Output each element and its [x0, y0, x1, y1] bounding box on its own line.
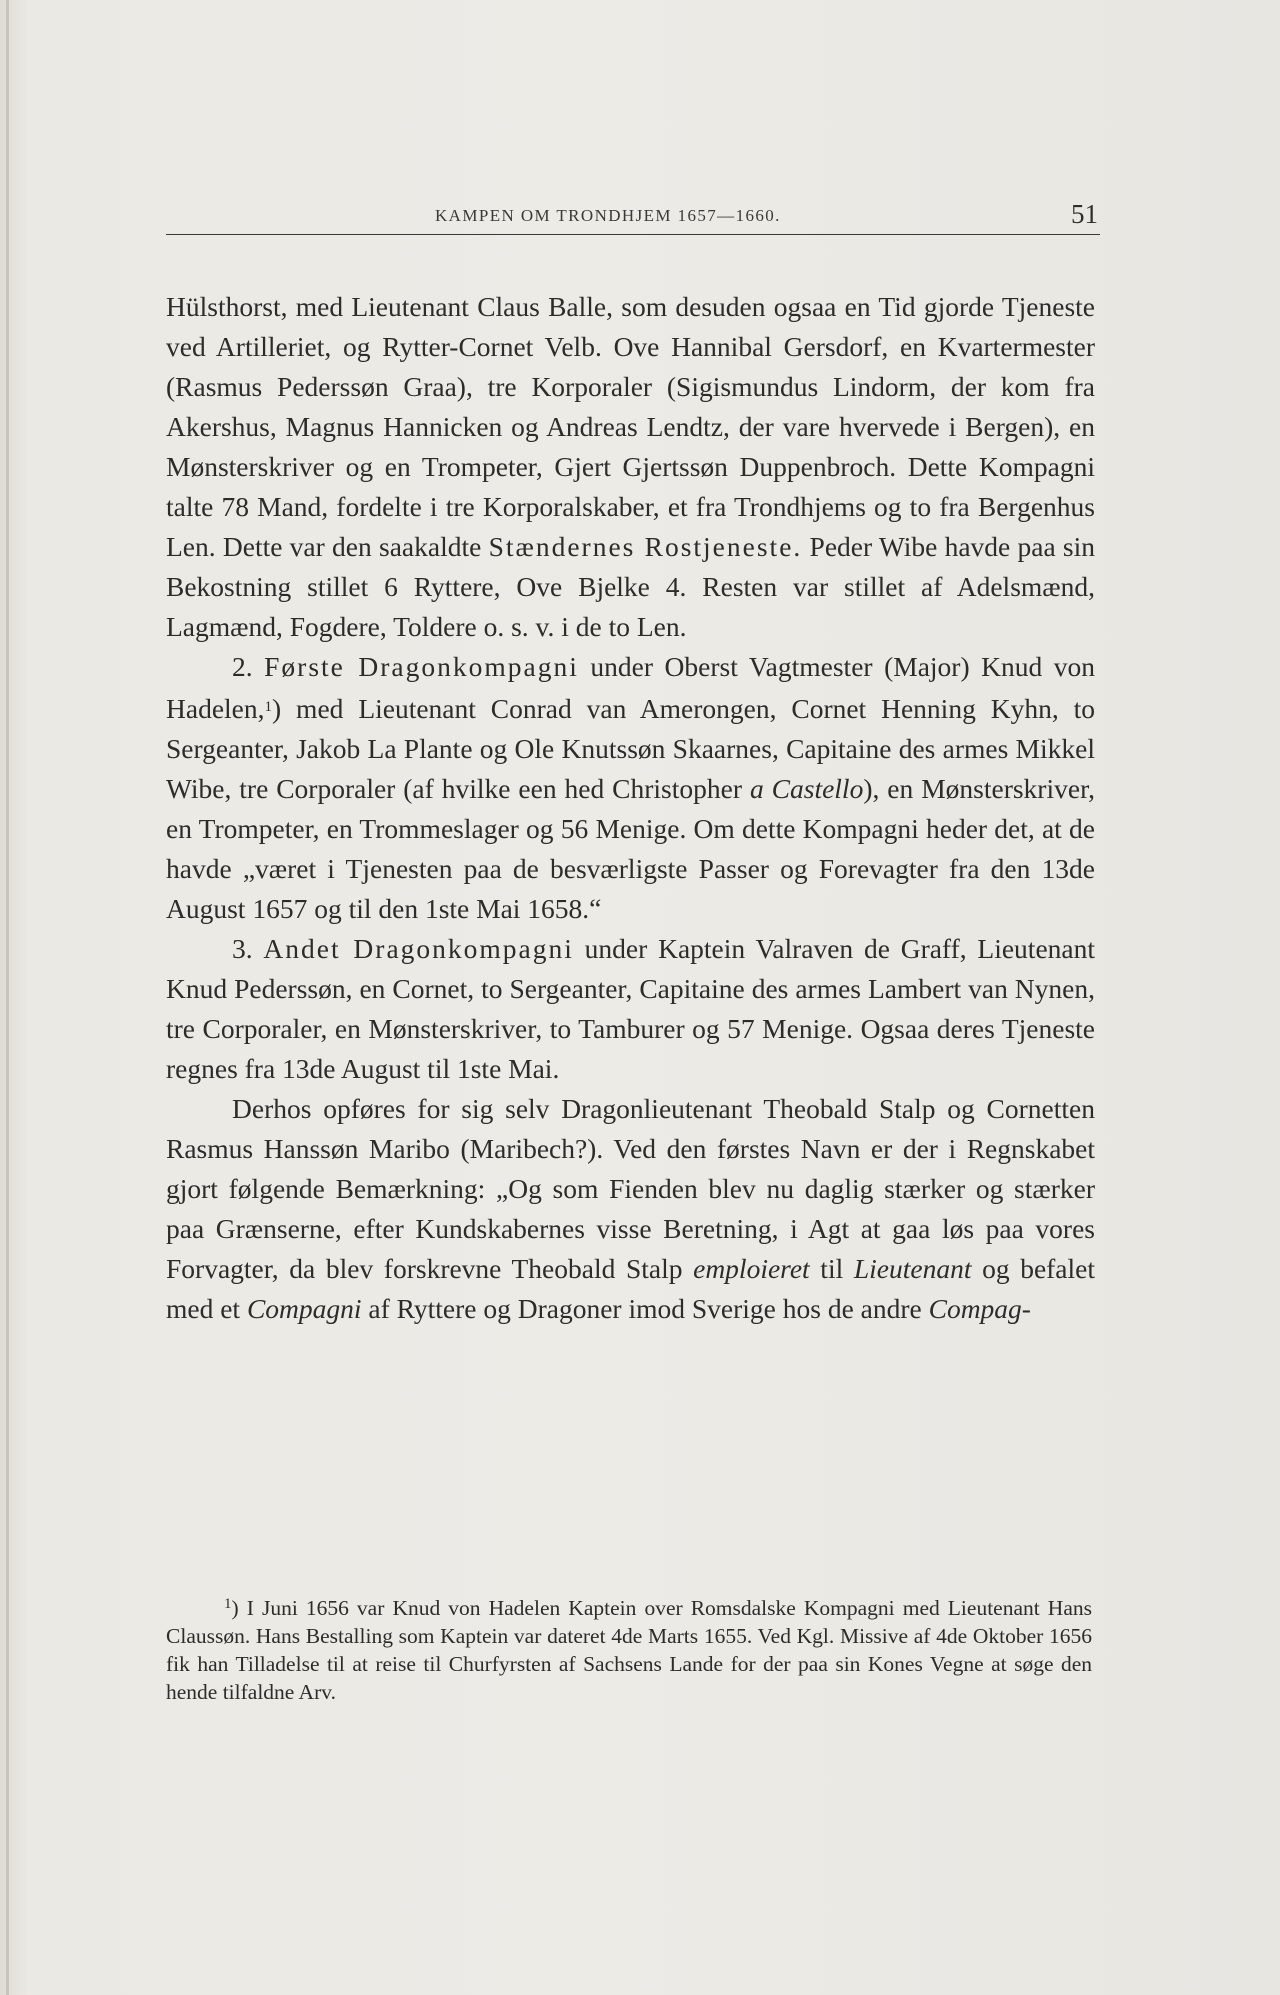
paragraph-1: [166, 287, 1095, 647]
paragraph-2: [166, 647, 1095, 929]
footnote-mark: 1: [224, 1596, 232, 1612]
paragraph-4-italic-4: Compag-: [928, 1293, 1031, 1324]
paragraph-2-number: 2.: [232, 651, 265, 682]
paragraph-4-text-a: Derhos opføres for sig selv Dragonlieutenant Theobald Stalp og Cornetten Rasmus Hanssøn Maribo (Maribech?). Ved den førstes Navn er der i Regnskabet gjort følgende Bemærkning: „Og som Fienden blev nu daglig stærker og stærker paa Grænserne, efter Kundskabernes visse Beretning, i Agt at gaa løs paa vores Forvagter, da blev forskrevne Theobald Stalp: [166, 1093, 1095, 1284]
paragraph-2-text-a: under Oberst Vagtmester (Major) Knud von Hadelen,: [166, 651, 1095, 724]
running-title: KAMPEN OM TRONDHJEM 1657—1660.: [435, 206, 781, 225]
footnote-reference[interactable]: 1: [264, 699, 272, 715]
paragraph-3-text: under Kaptein Valraven de Graff, Lieutenant Knud Pederssøn, en Cornet, to Sergeanter, Capitaine des armes Lambert van Nynen, tre Corporaler, en Mønsterskriver, to Tamburer og 57 Menige. Ogsaa deres Tjeneste regnes fra 13de August til 1ste Mai.: [166, 933, 1096, 1084]
paragraph-3: [166, 929, 1095, 1089]
paragraph-3-spaced: Andet Dragonkompagni: [263, 933, 574, 964]
paragraph-1-end: Peder Wibe havde paa sin Bekostning stillet 6 Ryttere, Ove Bjelke 4. Resten var stillet af Adelsmænd, Lagmænd, Fogdere, Toldere o. s. v. i de to Len.: [166, 531, 1096, 642]
footnotes: [166, 1590, 1092, 1706]
paragraph-2-italic: a Castello: [749, 773, 864, 804]
paragraph-2-text-c: ), en Mønsterskriver, en Trompeter, en Trommeslager og 56 Menige. Om dette Kompagni heder det, at de havde „været i Tjenesten paa de besværligste Passer og Forevagter fra den 13de August 1657 og til den 1ste Mai 1658.“: [166, 773, 1095, 924]
paragraph-4-italic-1: emploieret: [693, 1253, 810, 1284]
paragraph-4-italic-3: Compagni: [246, 1293, 362, 1324]
paragraph-4-italic-2: Lieutenant: [853, 1253, 972, 1284]
paragraph-1-spaced: Stændernes Rostjeneste.: [488, 531, 803, 562]
footnote-1-text: ) I Juni 1656 var Knud von Hadelen Kaptein over Romsdalske Kompagni med Lieutenant Hans Claussøn. Hans Bestalling som Kaptein var dateret 4de Marts 1655. Ved Kgl. Missive af 4de Oktober 1656 fik han Tilladelse til at reise til Churfyrsten af Sachsens Lande for der paa sin Kones Vegne at søge den hende tilfaldne Arv.: [166, 1596, 1092, 1704]
footnote-1: [166, 1590, 1092, 1706]
paragraph-1-text: Hülsthorst, med Lieutenant Claus Balle, som desuden ogsaa en Tid gjorde Tjeneste ved Artilleriet, og Rytter-Cornet Velb. Ove Hannibal Gersdorf, en Kvartermester (Rasmus Pederssøn Graa), tre Korporaler (Sigismundus Lindorm, der kom fra Akershus, Magnus Hannicken og Andreas Lendtz, der vare hvervede i Bergen), en Mønsterskriver og en Trompeter, Gjert Gjertssøn Duppenbroch. Dette Kompagni talte 78 Mand, fordelte i tre Korporalskaber, et fra Trondhjems og to fra Bergenhus Len. Dette var den saakaldte: [166, 291, 1095, 562]
paragraph-4-text-d: af Ryttere og Dragoner imod Sverige hos de andre: [361, 1293, 929, 1324]
paragraph-2-text-b: ) med Lieutenant Conrad van Amerongen, Cornet Henning Kyhn, to Sergeanter, Jakob La Plante og Ole Knutssøn Skaarnes, Capitaine des armes Mikkel Wibe, tre Corporaler (af hvilke een hed Christopher: [166, 693, 1095, 804]
page-edge-shadow: [6, 0, 9, 1995]
paragraph-4-text-c: og befalet med et: [166, 1253, 1096, 1324]
paragraph-3-number: 3.: [232, 933, 264, 964]
body-text: [166, 287, 1095, 1329]
running-header: [166, 200, 1100, 235]
paragraph-4-text-b: til: [809, 1253, 854, 1284]
page-number: 51: [1071, 199, 1098, 229]
paragraph-2-spaced: Første Dragonkompagni: [264, 651, 579, 682]
paragraph-4: [166, 1089, 1095, 1329]
